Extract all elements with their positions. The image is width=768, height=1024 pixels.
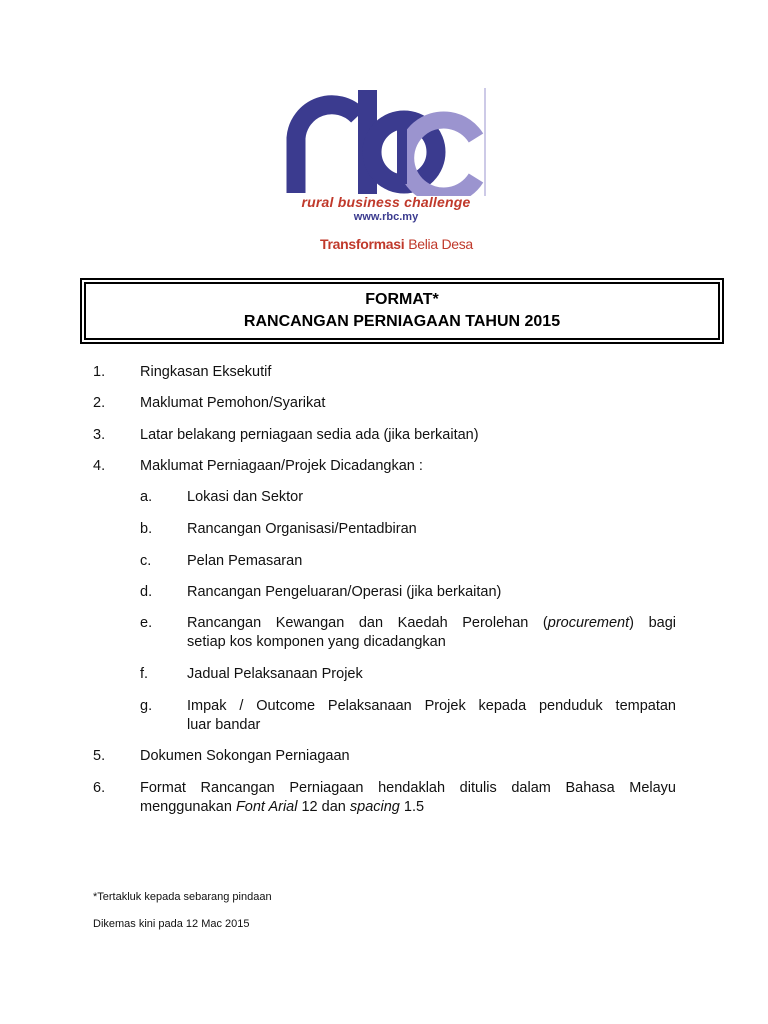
title-box [80, 278, 724, 344]
sub-item-text: Pelan Pemasaran [187, 553, 303, 569]
item-number: 4. [93, 458, 106, 474]
text-segment: menggunakan [140, 799, 236, 815]
logo-url: www.rbc.my [353, 211, 419, 223]
item-number: 3. [93, 427, 106, 443]
sub-item-letter: a. [140, 489, 153, 505]
item-number: 5. [93, 748, 106, 764]
text-segment: Rancangan Kewangan dan Kaedah Perolehan ( [187, 615, 548, 631]
item-number: 1. [93, 364, 106, 380]
item-text: Latar belakang perniagaan sedia ada (jika berkaitan) [140, 427, 479, 443]
sub-item-line-2: setiap kos komponen yang dicadangkan [187, 634, 446, 650]
text-italic: spacing [349, 799, 400, 815]
item-line-2 [140, 798, 676, 817]
sub-item-line-1: Impak / Outcome Pelaksanaan Projek kepada penduduk tempatan [187, 698, 676, 714]
item-text: Maklumat Perniagaan/Projek Dicadangkan : [140, 458, 423, 474]
item-text: Ringkasan Eksekutif [140, 364, 272, 380]
slogan-light: Belia Desa [408, 236, 473, 252]
rbc-logo [286, 86, 486, 261]
item-text: Maklumat Pemohon/Syarikat [140, 395, 326, 411]
sub-item-text [187, 697, 676, 735]
sub-item-text: Rancangan Pengeluaran/Operasi (jika berkaitan) [187, 584, 502, 600]
slogan-bold: Transformasi [320, 236, 405, 252]
text-segment: ) bagi [629, 615, 676, 631]
text-italic: procurement [547, 615, 630, 631]
sub-item-letter: d. [140, 584, 153, 600]
rbc-logo-mark [286, 86, 486, 196]
logo-slogan [320, 236, 473, 252]
text-segment: 1.5 [399, 799, 425, 815]
footnote-note: *Tertakluk kepada sebarang pindaan [93, 891, 272, 903]
sub-item-text: Rancangan Organisasi/Pentadbiran [187, 521, 417, 537]
logo-tagline: rural business challenge [301, 194, 471, 210]
sub-item-text: Lokasi dan Sektor [187, 489, 304, 505]
sub-item-letter: c. [140, 553, 152, 569]
title-inner [84, 282, 720, 340]
text-italic: Font Arial [235, 799, 298, 815]
sub-item-letter: b. [140, 521, 153, 537]
sub-item-line-1 [187, 614, 676, 633]
sub-item-letter: g. [140, 698, 153, 714]
title-line-1: FORMAT* [365, 291, 439, 308]
sub-item-text: Jadual Pelaksanaan Projek [187, 666, 363, 682]
item-text: Dokumen Sokongan Perniagaan [140, 748, 350, 764]
item-line-1: Format Rancangan Perniagaan hendaklah ditulis dalam Bahasa Melayu [140, 780, 676, 796]
sub-item-line-2: luar bandar [187, 717, 261, 733]
title-line-2: RANCANGAN PERNIAGAAN TAHUN 2015 [243, 313, 561, 330]
sub-item-letter: e. [140, 615, 153, 631]
sub-item-text [187, 614, 676, 652]
footnote-updated: Dikemas kini pada 12 Mac 2015 [93, 918, 250, 930]
text-segment: 12 dan [297, 799, 350, 815]
item-number: 2. [93, 395, 106, 411]
sub-item-letter: f. [140, 666, 149, 682]
item-text [140, 779, 676, 817]
item-number: 6. [93, 780, 106, 796]
